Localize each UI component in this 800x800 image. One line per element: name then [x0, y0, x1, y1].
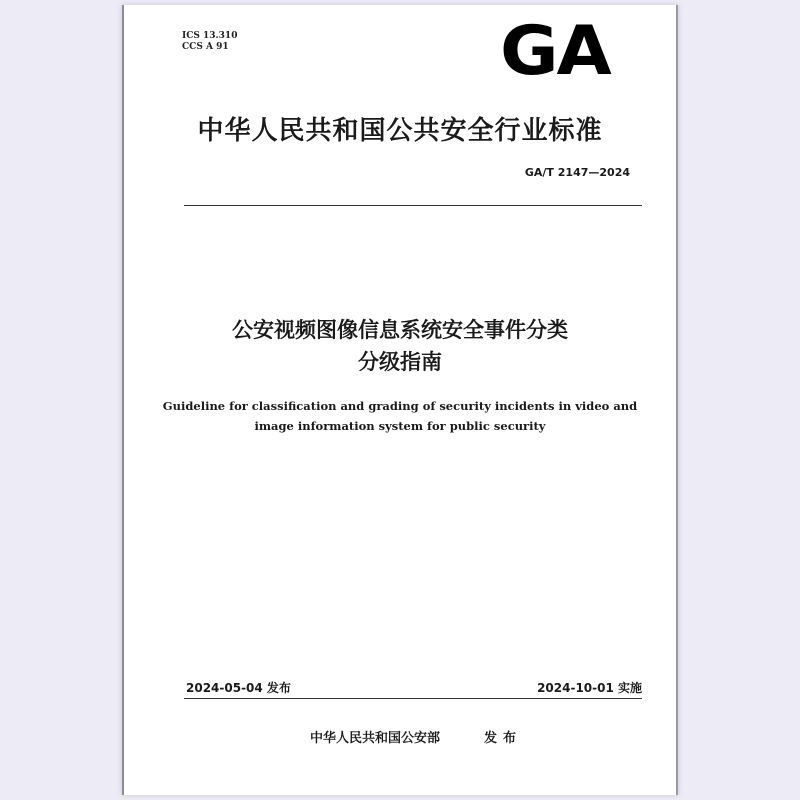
document-title-en-line2: image information system for public security [254, 419, 546, 433]
classification-codes [182, 31, 237, 53]
standard-type-title: 中华人民共和国公共安全行业标准 [197, 116, 603, 146]
document-title-cn-line1: 公安视频图像信息系统安全事件分类 [232, 318, 568, 342]
ics-code: ICS 13.310 [182, 31, 238, 41]
document-title-cn-line2: 分级指南 [358, 350, 442, 374]
publish-verb: 发布 [484, 731, 523, 746]
publisher-name: 中华人民共和国公安部 [310, 731, 441, 746]
implementation-date: 2024-10-01 实施 [537, 681, 642, 695]
standard-code: GA/T 2147—2024 [524, 166, 630, 179]
top-divider [184, 205, 642, 206]
ga-logo: GA [500, 12, 610, 91]
issue-date: 2024-05-04 发布 [186, 681, 291, 695]
document-title-en-line1: Guideline for classification and grading of security incidents in video and [162, 399, 638, 413]
ccs-code: CCS A 91 [182, 42, 229, 52]
bottom-divider [184, 698, 642, 699]
